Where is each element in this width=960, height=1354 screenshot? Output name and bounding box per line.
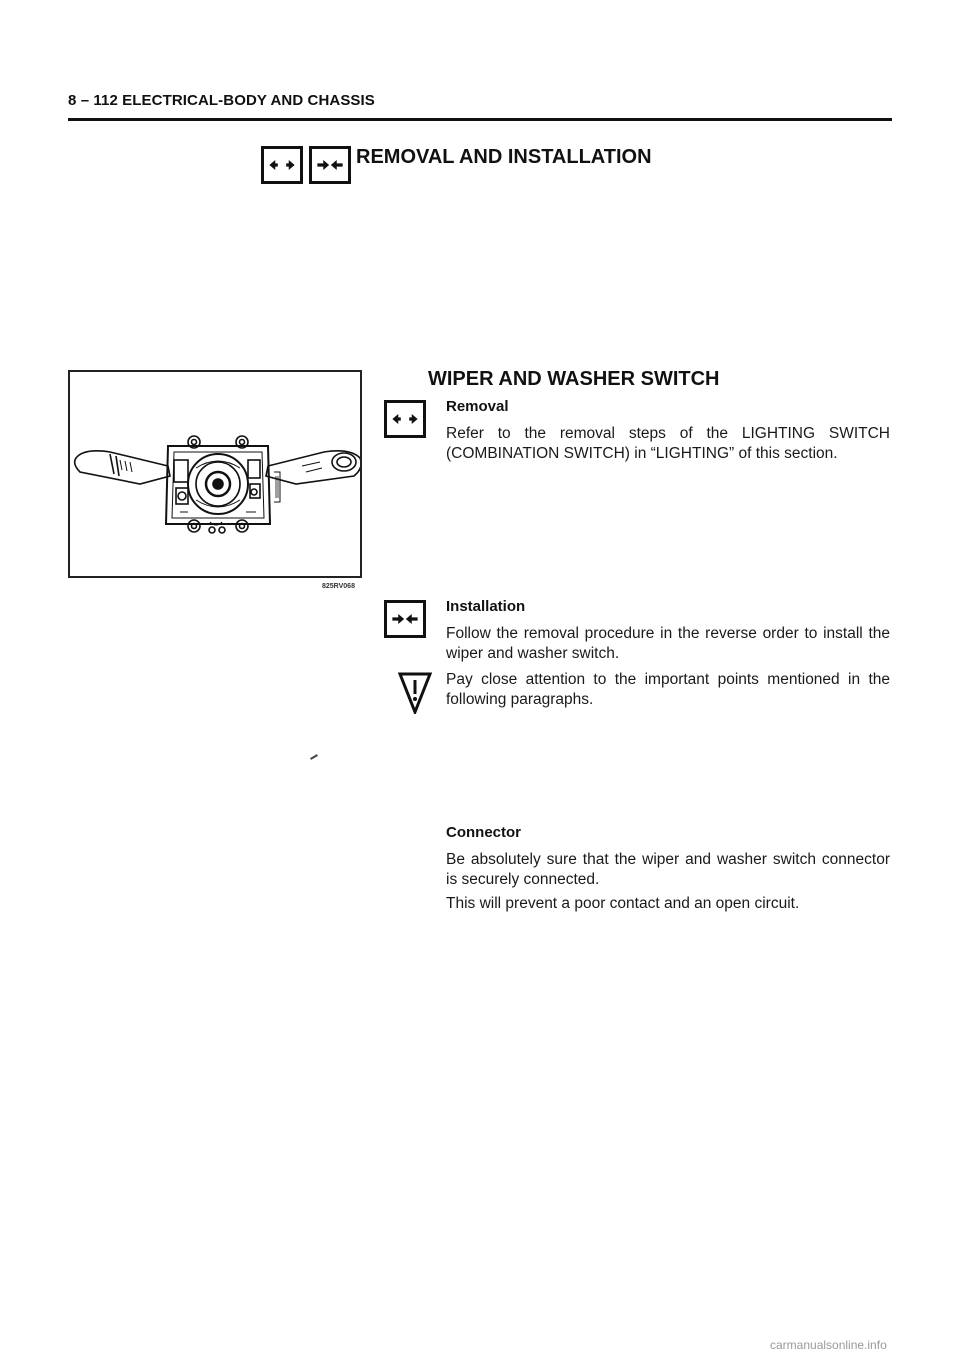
page-title: 8 – 112 ELECTRICAL-BODY AND CHASSIS: [68, 92, 375, 109]
watermark: carmanualsonline.info: [770, 1338, 887, 1352]
connector-heading: Connector: [446, 824, 521, 841]
important-icon: [398, 670, 432, 714]
installation-icon: [384, 600, 426, 638]
important-note-text: Pay close attention to the important points mentioned in the following paragraphs.: [446, 671, 890, 708]
removal-icon: [384, 400, 426, 438]
header-rule: [68, 118, 892, 121]
figure-code: 825RV068: [322, 583, 355, 590]
section-title: REMOVAL AND INSTALLATION: [356, 146, 652, 168]
stray-mark: [310, 754, 318, 760]
removal-icon: [261, 146, 303, 184]
removal-heading: Removal: [446, 398, 509, 415]
installation-icon: [309, 146, 351, 184]
connector-text: Be absolutely sure that the wiper and washer switch connector is securely connected.: [446, 851, 890, 888]
connector-note: This will prevent a poor contact and an open circuit.: [446, 895, 800, 912]
combination-switch-figure: [68, 370, 362, 578]
content-title: WIPER AND WASHER SWITCH: [428, 368, 720, 390]
installation-text: Follow the removal procedure in the reverse order to install the wiper and washer switch.: [446, 625, 890, 662]
removal-text: Refer to the removal steps of the LIGHTING SWITCH (COMBINATION SWITCH) in “LIGHTING” of this section.: [446, 425, 890, 462]
installation-heading: Installation: [446, 598, 526, 615]
combination-switch-illustration: [70, 372, 362, 578]
